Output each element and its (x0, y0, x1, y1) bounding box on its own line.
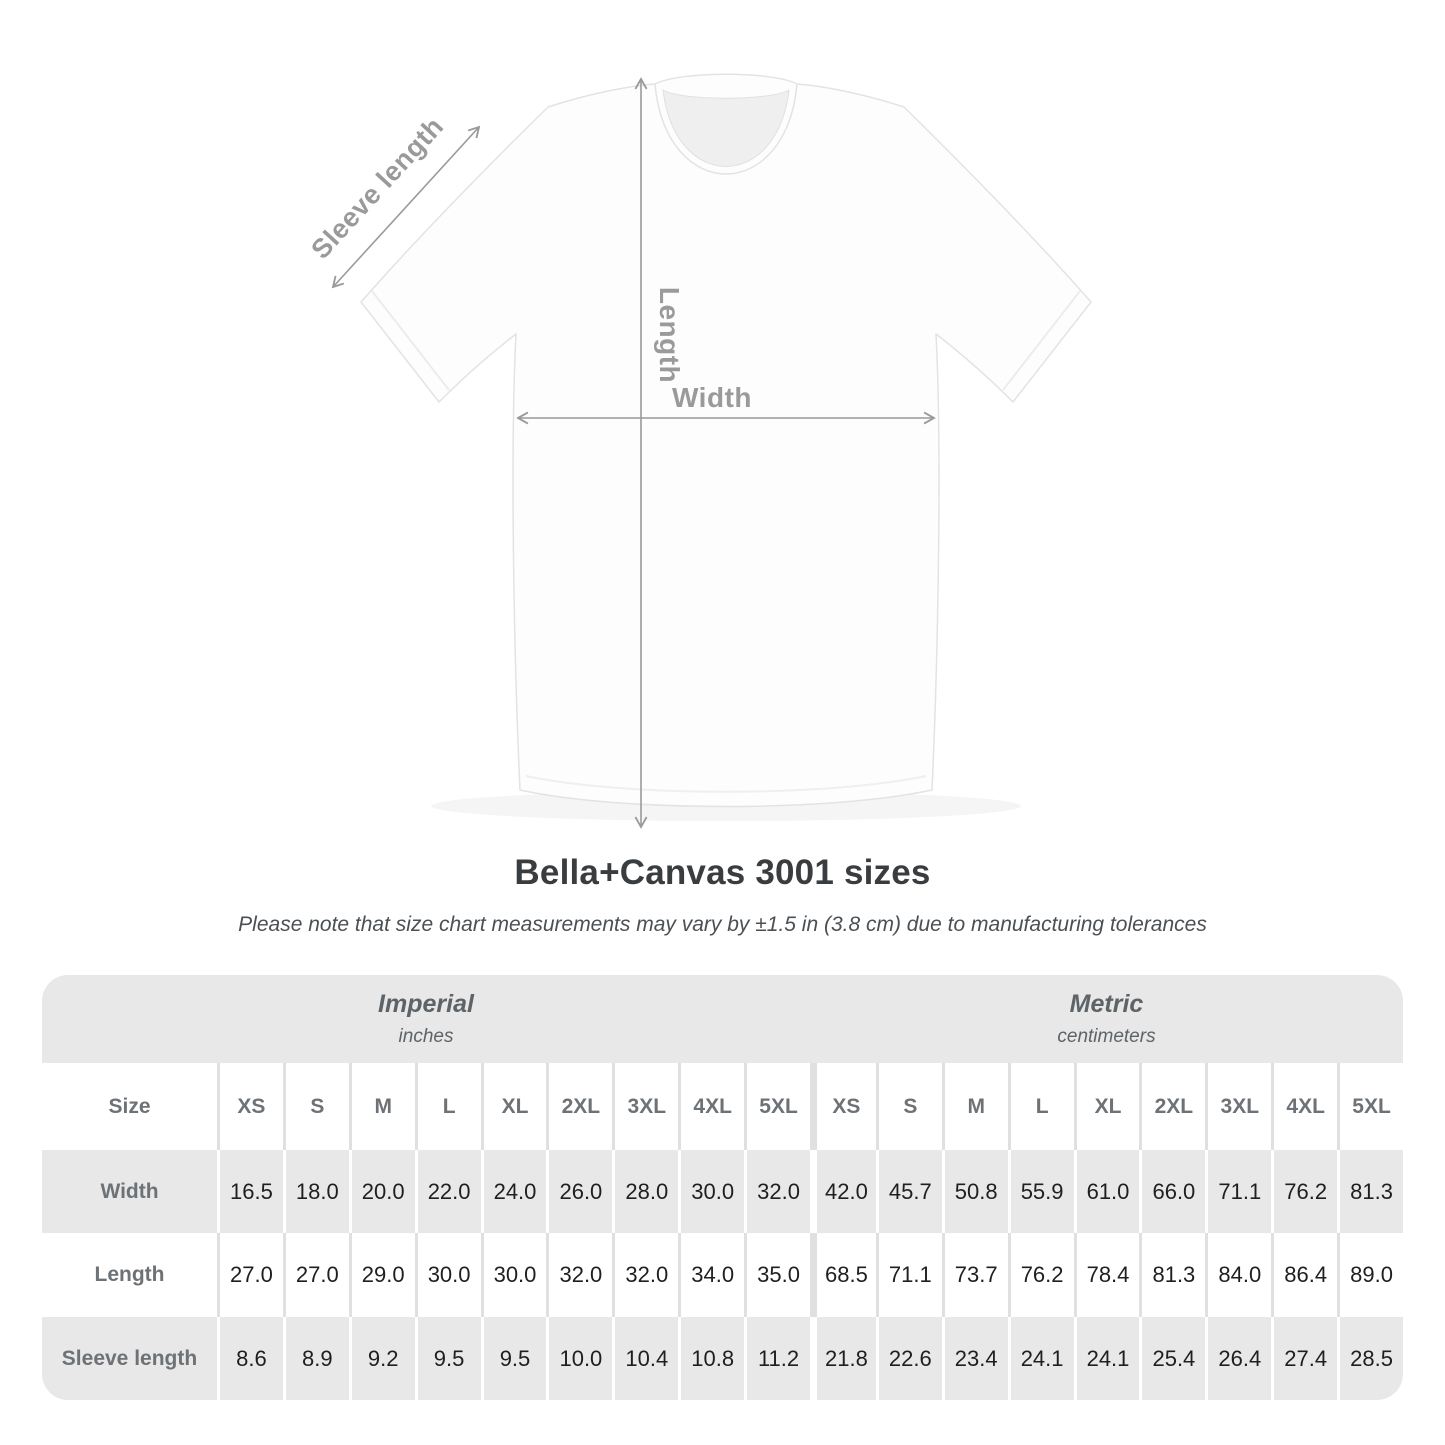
value-sleeve-length-metric-xl: 24.1 (1074, 1317, 1140, 1400)
value-length-metric-5xl: 89.0 (1337, 1233, 1403, 1317)
value-sleeve-length-metric-m: 23.4 (942, 1317, 1008, 1400)
size-col-imperial-xs: XS (217, 1063, 283, 1150)
size-col-imperial-5xl: 5XL (744, 1063, 810, 1150)
size-col-imperial-m: M (349, 1063, 415, 1150)
value-length-imperial-xl: 30.0 (481, 1233, 547, 1317)
value-width-metric-xl: 61.0 (1074, 1150, 1140, 1233)
section-subtitle: centimeters (1057, 1026, 1156, 1047)
value-length-imperial-m: 29.0 (349, 1233, 415, 1317)
size-col-metric-3xl: 3XL (1205, 1063, 1271, 1150)
value-sleeve-length-metric-4xl: 27.4 (1271, 1317, 1337, 1400)
size-col-imperial-3xl: 3XL (612, 1063, 678, 1150)
value-width-imperial-5xl: 32.0 (744, 1150, 810, 1233)
value-width-imperial-4xl: 30.0 (678, 1150, 744, 1233)
row-label-length: Length (42, 1233, 217, 1317)
value-length-imperial-2xl: 32.0 (546, 1233, 612, 1317)
value-width-metric-s: 45.7 (876, 1150, 942, 1233)
imperial-section-header (42, 975, 810, 1063)
size-col-metric-xs: XS (810, 1063, 876, 1150)
value-sleeve-length-metric-s: 22.6 (876, 1317, 942, 1400)
value-length-metric-xs: 68.5 (810, 1233, 876, 1317)
value-length-metric-l: 76.2 (1008, 1233, 1074, 1317)
value-width-metric-m: 50.8 (942, 1150, 1008, 1233)
value-sleeve-length-imperial-5xl: 11.2 (744, 1317, 810, 1400)
section-title: Metric (1069, 990, 1144, 1018)
size-table (42, 975, 1403, 1400)
value-width-imperial-s: 18.0 (283, 1150, 349, 1233)
row-label-width: Width (42, 1150, 217, 1233)
size-col-imperial-xl: XL (481, 1063, 547, 1150)
length-label: Length (654, 286, 685, 384)
size-row-label: Size (42, 1063, 217, 1150)
value-width-metric-3xl: 71.1 (1205, 1150, 1271, 1233)
value-width-imperial-xs: 16.5 (217, 1150, 283, 1233)
value-length-metric-3xl: 84.0 (1205, 1233, 1271, 1317)
value-sleeve-length-imperial-4xl: 10.8 (678, 1317, 744, 1400)
row-label-sleeve-length: Sleeve length (42, 1317, 217, 1400)
value-length-metric-xl: 78.4 (1074, 1233, 1140, 1317)
width-label: Width (672, 382, 752, 413)
value-sleeve-length-metric-xs: 21.8 (810, 1317, 876, 1400)
value-width-imperial-xl: 24.0 (481, 1150, 547, 1233)
value-sleeve-length-metric-2xl: 25.4 (1139, 1317, 1205, 1400)
value-width-metric-l: 55.9 (1008, 1150, 1074, 1233)
value-length-imperial-4xl: 34.0 (678, 1233, 744, 1317)
value-sleeve-length-imperial-3xl: 10.4 (612, 1317, 678, 1400)
value-length-imperial-l: 30.0 (415, 1233, 481, 1317)
size-col-imperial-2xl: 2XL (546, 1063, 612, 1150)
value-sleeve-length-imperial-2xl: 10.0 (546, 1317, 612, 1400)
value-width-imperial-2xl: 26.0 (546, 1150, 612, 1233)
size-col-metric-s: S (876, 1063, 942, 1150)
value-sleeve-length-imperial-xs: 8.6 (217, 1317, 283, 1400)
size-col-imperial-l: L (415, 1063, 481, 1150)
size-col-metric-5xl: 5XL (1337, 1063, 1403, 1150)
value-width-metric-4xl: 76.2 (1271, 1150, 1337, 1233)
value-sleeve-length-imperial-xl: 9.5 (481, 1317, 547, 1400)
page-title: Bella+Canvas 3001 sizes (514, 853, 931, 892)
value-length-imperial-3xl: 32.0 (612, 1233, 678, 1317)
size-col-imperial-s: S (283, 1063, 349, 1150)
value-sleeve-length-imperial-s: 8.9 (283, 1317, 349, 1400)
size-col-imperial-4xl: 4XL (678, 1063, 744, 1150)
sleeve-length-label: Sleeve length (305, 111, 450, 265)
page-subtitle: Please note that size chart measurements may vary by ±1.5 in (3.8 cm) due to manufacturing tolerances (238, 913, 1207, 936)
value-width-imperial-l: 22.0 (415, 1150, 481, 1233)
value-width-metric-2xl: 66.0 (1139, 1150, 1205, 1233)
value-length-imperial-xs: 27.0 (217, 1233, 283, 1317)
value-length-imperial-5xl: 35.0 (744, 1233, 810, 1317)
value-width-imperial-3xl: 28.0 (612, 1150, 678, 1233)
metric-section-header (810, 975, 1403, 1063)
value-length-metric-m: 73.7 (942, 1233, 1008, 1317)
value-width-metric-5xl: 81.3 (1337, 1150, 1403, 1233)
value-length-metric-s: 71.1 (876, 1233, 942, 1317)
value-sleeve-length-metric-5xl: 28.5 (1337, 1317, 1403, 1400)
value-width-metric-xs: 42.0 (810, 1150, 876, 1233)
value-sleeve-length-metric-l: 24.1 (1008, 1317, 1074, 1400)
value-length-imperial-s: 27.0 (283, 1233, 349, 1317)
size-col-metric-m: M (942, 1063, 1008, 1150)
section-subtitle: inches (398, 1026, 454, 1047)
tshirt-image (361, 74, 1091, 806)
size-col-metric-l: L (1008, 1063, 1074, 1150)
size-col-metric-4xl: 4XL (1271, 1063, 1337, 1150)
value-width-imperial-m: 20.0 (349, 1150, 415, 1233)
value-sleeve-length-metric-3xl: 26.4 (1205, 1317, 1271, 1400)
size-col-metric-2xl: 2XL (1139, 1063, 1205, 1150)
value-length-metric-4xl: 86.4 (1271, 1233, 1337, 1317)
value-sleeve-length-imperial-m: 9.2 (349, 1317, 415, 1400)
value-sleeve-length-imperial-l: 9.5 (415, 1317, 481, 1400)
size-col-metric-xl: XL (1074, 1063, 1140, 1150)
value-length-metric-2xl: 81.3 (1139, 1233, 1205, 1317)
section-title: Imperial (378, 990, 474, 1018)
